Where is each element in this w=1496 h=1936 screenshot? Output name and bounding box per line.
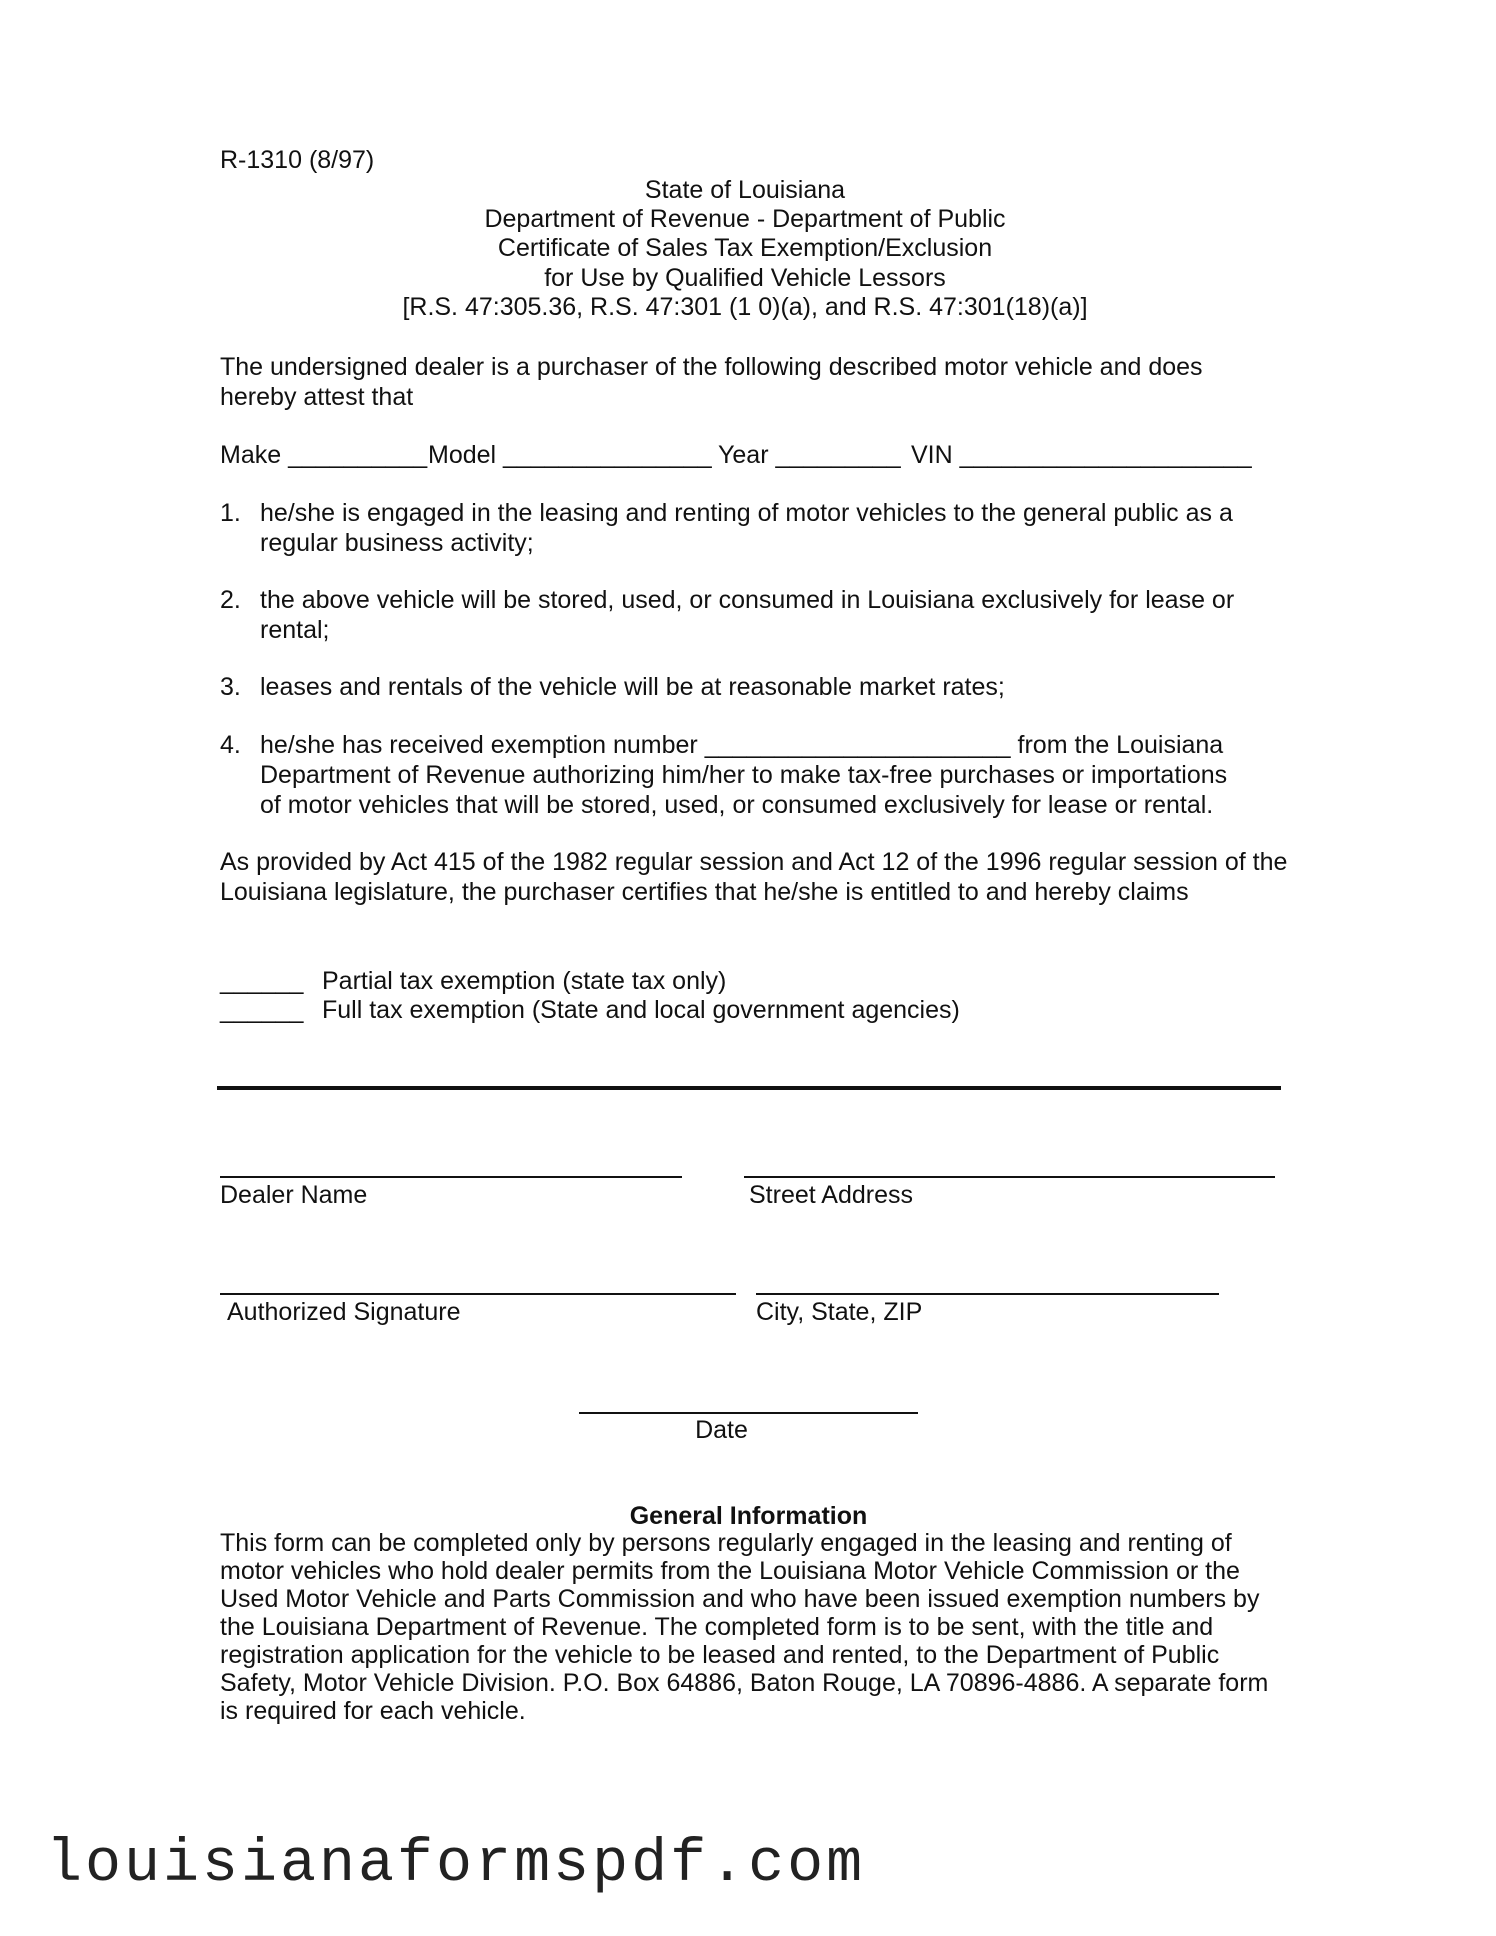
authorized-signature-line[interactable] [220,1293,736,1295]
attestation-text[interactable]: he/she has received exemption number ______________________ from the Louisiana Department of Revenue authorizing him/her to make tax-free purchases or importations of motor vehicles that will be stored, used, or consumed exclusively for lease or rental. [260,731,1228,819]
model-field[interactable]: Model _______________ [428,441,712,469]
header-statutes: [R.S. 47:305.36, R.S. 47:301 (1 0)(a), and R.S. 47:301(18)(a)] [402,293,1088,321]
attestation-item [220,585,1260,645]
form-id: R-1310 (8/97) [220,146,375,174]
header-department: Department of Revenue - Department of Public [484,205,1006,233]
partial-exemption-label: Partial tax exemption (state tax only) [322,967,727,995]
header-certificate-title: Certificate of Sales Tax Exemption/Exclusion [497,234,993,262]
date-line[interactable] [579,1412,918,1414]
general-info-heading: General Information [629,1502,868,1530]
dealer-name-line[interactable] [220,1176,682,1178]
attestation-item [220,672,1260,702]
attestation-text: the above vehicle will be stored, used, or consumed in Louisiana exclusively for lease or rental; [260,586,1235,644]
intro-text: The undersigned dealer is a purchaser of the following described motor vehicle and does hereby attest that [220,353,1203,411]
header-subtitle: for Use by Qualified Vehicle Lessors [544,264,946,292]
authorized-signature-label: Authorized Signature [227,1298,461,1326]
make-field[interactable]: Make __________ [220,441,428,469]
attestation-item [220,498,1260,558]
attestation-number: 4. [220,731,241,759]
full-exemption-blank[interactable]: ______ [220,996,304,1024]
street-address-label: Street Address [749,1181,913,1209]
full-exemption-label: Full tax exemption (State and local government agencies) [322,996,960,1024]
dealer-name-label: Dealer Name [220,1181,368,1209]
attestation-number: 3. [220,673,241,701]
general-info-body: This form can be completed only by persons regularly engaged in the leasing and renting of motor vehicles who hold dealer permits from the Louisiana Motor Vehicle Commission or the Used Motor Vehicle and Parts Commission and who have been issued exemption numbers by the Louisiana Department of Revenue. The completed form is to be sent, with the title and registration application for the vehicle to be leased and rented, to the Department of Public Safety, Motor Vehicle Division. P.O. Box 64886, Baton Rouge, LA 70896-4886. A separate form is required for each vehicle. [220,1529,1269,1725]
attestation-text: he/she is engaged in the leasing and renting of motor vehicles to the general public as a regular business activity; [260,499,1233,557]
date-label: Date [695,1416,748,1444]
attestation-number: 1. [220,499,241,527]
section-divider [217,1086,1281,1090]
street-address-line[interactable] [744,1176,1275,1178]
act-text: As provided by Act 415 of the 1982 regular session and Act 12 of the 1996 regular session of the Louisiana legislature, the purchaser certifies that he/she is entitled to and hereby claims [220,848,1288,906]
vin-field[interactable]: VIN _____________________ [911,441,1252,469]
city-state-zip-line[interactable] [756,1293,1219,1295]
attestation-item [220,730,1240,820]
site-watermark: louisianaformspdf.com [46,1831,866,1899]
year-field[interactable]: Year _________ [718,441,901,469]
attestation-number: 2. [220,586,241,614]
city-state-zip-label: City, State, ZIP [756,1298,923,1326]
partial-exemption-blank[interactable]: ______ [220,967,304,995]
attestation-text: leases and rentals of the vehicle will be at reasonable market rates; [260,673,1005,701]
header-state: State of Louisiana [644,176,846,204]
